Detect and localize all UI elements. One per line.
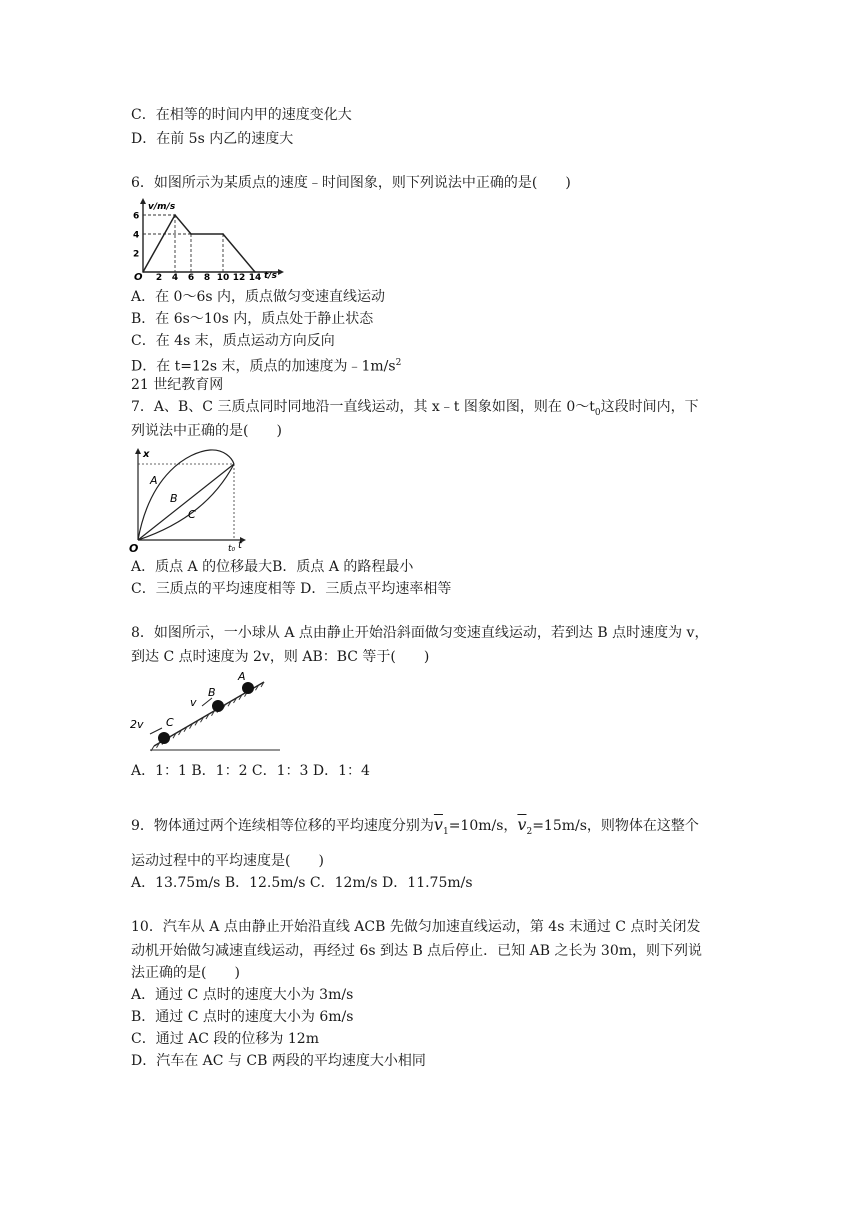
q7-stem-line2: 列说法中正确的是( ) bbox=[131, 423, 282, 439]
q6-option-c: C．在 4s 末，质点运动方向反向 bbox=[131, 333, 335, 349]
q6-y-tick-label: 2 bbox=[133, 249, 140, 260]
q7-options-line2: C．三质点的平均速度相等 D．三质点平均速率相等 bbox=[131, 581, 452, 597]
q6-x-tick-label: 14 bbox=[248, 273, 262, 280]
q10-option-d: D．汽车在 AC 与 CB 两段的平均速度大小相同 bbox=[131, 1053, 426, 1069]
q9-stem-line1: 9．物体通过两个连续相等位移的平均速度分别为$\overline{v}_1=10m/s$，$\overline{v}_2=15m/s$，则物体在这整个 bbox=[131, 815, 699, 837]
q8-label-2v: 2v bbox=[130, 718, 144, 731]
q8-label-v: v bbox=[190, 696, 197, 709]
q6-option-b: B．在 6s～10s 内，质点处于静止状态 bbox=[131, 311, 374, 327]
q8-label-a: A bbox=[238, 670, 246, 683]
q6-x-axis-label: t/s bbox=[264, 271, 277, 280]
q6-velocity-curve bbox=[143, 215, 255, 272]
q7-label-a: A bbox=[150, 474, 158, 487]
q7-curve-a bbox=[138, 450, 234, 540]
q6-x-tick-label: 2 bbox=[155, 273, 163, 280]
q8-label-b: B bbox=[208, 686, 216, 699]
q7-options-line1: A．质点 A 的位移最大B．质点 A 的路程最小 bbox=[131, 559, 414, 575]
q6-y-tick-label: 4 bbox=[133, 230, 140, 241]
q6-stem: 6．如图所示为某质点的速度﹣时间图象，则下列说法中正确的是( ) bbox=[131, 175, 571, 191]
q7-origin-label: O bbox=[129, 542, 139, 554]
q8-arrow-v bbox=[202, 698, 212, 706]
q10-stem-line1: 10．汽车从 A 点由静止开始沿直线 ACB 先做匀加速直线运动，第 4s 末通过 C 点时关闭发 bbox=[131, 919, 701, 935]
q6-x-tick-label: 4 bbox=[171, 273, 179, 280]
q6-x-tick-label: 10 bbox=[216, 273, 230, 280]
watermark-text: 21 世纪教育网 bbox=[131, 377, 224, 393]
q6-velocity-time-graph bbox=[128, 198, 288, 280]
q10-option-b: B．通过 C 点时的速度大小为 6m/s bbox=[131, 1009, 354, 1025]
q6-data-point bbox=[190, 233, 192, 235]
q7-x-axis-label: t bbox=[238, 540, 242, 551]
q6-option-a: A．在 0～6s 内，质点做匀变速直线运动 bbox=[131, 289, 386, 305]
q6-origin-label: O bbox=[134, 272, 143, 280]
q7-stem-line1: 7．A、B、C 三质点同时同地沿一直线运动，其 x﹣t 图象如图，则在 $0\sim t_0$这段时间内，下 bbox=[131, 399, 699, 418]
q6-y-axis-label: v/m/s bbox=[148, 202, 176, 212]
q10-stem-line3: 法正确的是( ) bbox=[131, 965, 240, 981]
q8-stem-line1: 8．如图所示，一小球从 A 点由静止开始沿斜面做匀变速直线运动，若到达 B 点时速度为 v， bbox=[131, 625, 709, 641]
q9-options: A．13.75m/s B．12.5m/s C．12m/s D．11.75m/s bbox=[131, 875, 473, 891]
q6-y-tick-label: 6 bbox=[133, 211, 140, 222]
q7-label-c: C bbox=[188, 508, 196, 521]
q6-data-point bbox=[142, 271, 144, 273]
q6-data-point bbox=[222, 233, 224, 235]
q8-options: A．1：1 B．1：2 C．1：3 D．1：4 bbox=[131, 763, 370, 779]
q6-x-tick-label: 8 bbox=[203, 273, 211, 280]
q10-stem-line2: 动机开始做匀减速直线运动，再经过 6s 到达 B 点后停止．已知 AB 之长为 30m，则下列说 bbox=[131, 943, 703, 959]
q6-data-point bbox=[254, 271, 256, 273]
q8-ball-b bbox=[212, 700, 224, 712]
q8-ball-a bbox=[242, 682, 254, 694]
q7-y-axis-label: x bbox=[143, 449, 150, 460]
q7-t0-label: t₀ bbox=[228, 544, 236, 554]
q6-x-tick-label: 12 bbox=[232, 273, 246, 280]
q10-option-c: C．通过 AC 段的位移为 12m bbox=[131, 1031, 319, 1047]
q6-data-point bbox=[174, 214, 176, 216]
q8-ball-c bbox=[158, 732, 170, 744]
q6-x-tick-label: 6 bbox=[187, 273, 195, 280]
q8-incline-figure bbox=[128, 668, 288, 756]
q7-label-b: B bbox=[170, 492, 178, 505]
q10-option-a: A．通过 C 点时的速度大小为 3m/s bbox=[131, 987, 354, 1003]
q8-label-c: C bbox=[166, 716, 174, 729]
q8-arrow-2v bbox=[150, 728, 162, 734]
q6-option-d: D．在 t=12s 末，质点的加速度为$﹣1m/s^2$ bbox=[131, 358, 402, 375]
q7-displacement-time-graph bbox=[128, 446, 248, 554]
q5-option-d: D．在前 5s 内乙的速度大 bbox=[131, 131, 294, 147]
q9-stem-line2: 运动过程中的平均速度是( ) bbox=[131, 853, 324, 869]
q5-option-c: C．在相等的时间内甲的速度变化大 bbox=[131, 107, 352, 123]
q8-stem-line2: 到达 C 点时速度为 2v，则 AB：BC 等于( ) bbox=[131, 649, 430, 665]
